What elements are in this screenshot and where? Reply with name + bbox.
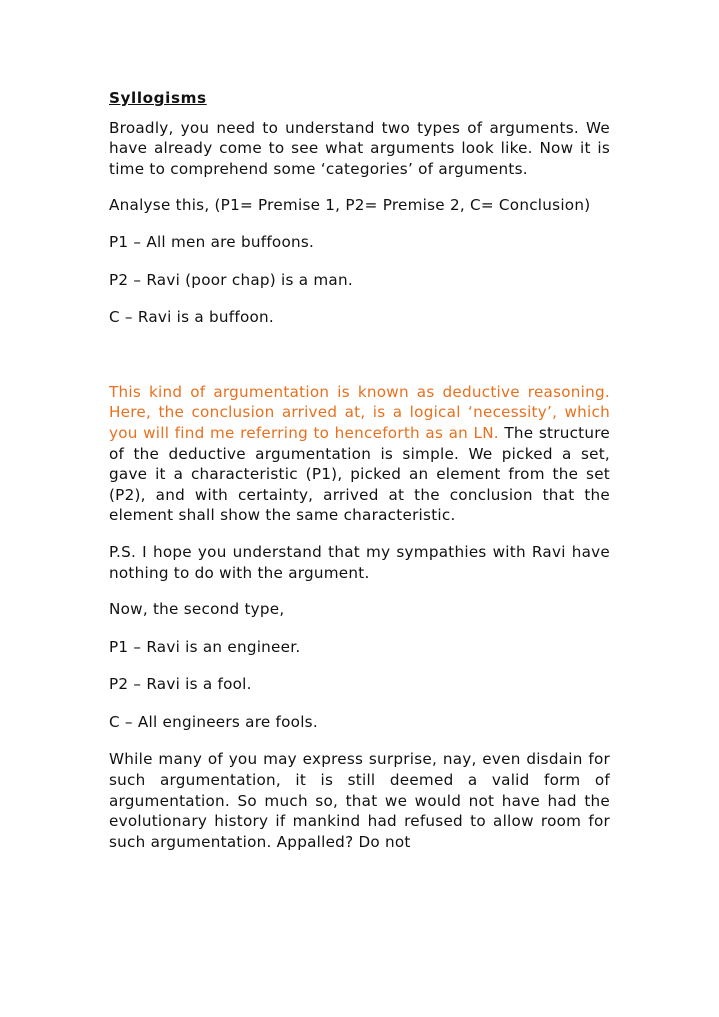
example1-premise2: P2 – Ravi (poor chap) is a man. xyxy=(109,270,353,289)
example1-premise1: P1 – All men are buffoons. xyxy=(109,232,315,251)
closing-paragraph: While many of you may express surprise, nay, even disdain for such argumentation, it is still deemed a valid form of argumentation. So much so, that we would not have had the evolutionary history if mankind had refused to allow room for such argumentation. Appalled? Do not xyxy=(109,750,610,851)
deductive-rest: The structure of the deductive argumentation is simple. We picked a set, gave it a characteristic (P1), picked an element from the set (P2), and with certainty, arrived at the conclusion that the element shall show the same characteristic. xyxy=(109,423,610,525)
document-page xyxy=(109,88,610,868)
spacer xyxy=(109,345,610,382)
deductive-highlight: This kind of argumentation is known as deductive reasoning. Here, the conclusion arrived at, is a logical ‘necessity’, which you will find me referring to henceforth as an LN. xyxy=(109,382,610,442)
intro-paragraph: Broadly, you need to understand two types of arguments. We have already come to see what arguments look like. Now it is time to comprehend some ‘categories’ of arguments. xyxy=(109,118,610,178)
page-title: Syllogisms xyxy=(109,89,207,107)
deductive-paragraph xyxy=(109,382,610,526)
ps-paragraph: P.S. I hope you understand that my sympathies with Ravi have nothing to do with the argument. xyxy=(109,542,610,582)
analyse-paragraph: Analyse this, (P1= Premise 1, P2= Premise 2, C= Conclusion) xyxy=(109,196,591,215)
example2-premise2: P2 – Ravi is a fool. xyxy=(109,675,252,694)
example1-conclusion: C – Ravi is a buffoon. xyxy=(109,308,275,327)
example2-premise1: P1 – Ravi is an engineer. xyxy=(109,637,301,656)
example2-conclusion: C – All engineers are fools. xyxy=(109,712,318,731)
second-type-paragraph: Now, the second type, xyxy=(109,600,285,619)
